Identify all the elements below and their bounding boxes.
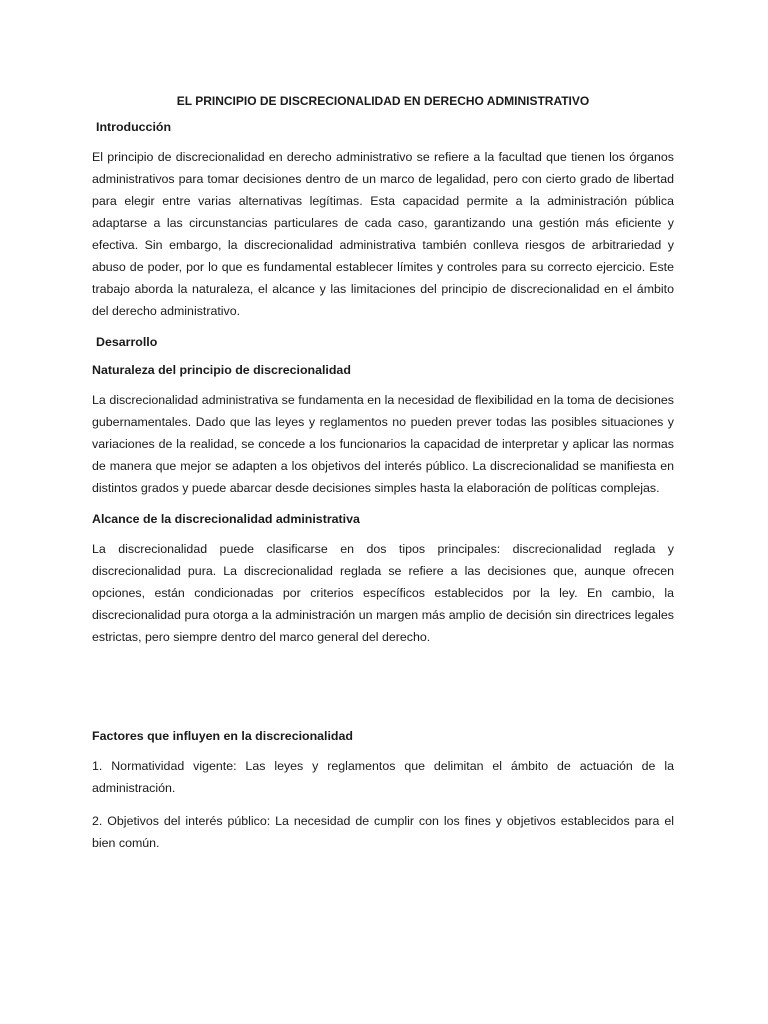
document-body bbox=[92, 93, 674, 865]
paragraph-naturaleza: La discrecionalidad administrativa se fundamenta en la necesidad de flexibilidad en la toma de decisiones gubernamentales. Dado que las leyes y reglamentos no pueden prever todas las posibles situaciones y variaciones de la realidad, se concede a los funcionarios la capacidad de interpretar y aplicar las normas de manera que mejor se adapten a los objetivos del interés público. La discrecionalidad se manifiesta en distintos grados y puede abarcar desde decisiones simples hasta la elaboración de políticas complejas. bbox=[92, 393, 674, 495]
heading-introduccion: Introducción bbox=[96, 120, 172, 134]
heading-factores: Factores que influyen en la discrecionalidad bbox=[92, 729, 353, 743]
paragraph-alcance: La discrecionalidad puede clasificarse en dos tipos principales: discrecionalidad reglada y discrecionalidad pura. La discrecionalidad reglada se refiere a las decisiones que, aunque ofrecen opciones, están condicionadas por criterios específicos establecidos por la ley. En cambio, la discrecionalidad pura otorga a la administración un margen más amplio de decisión sin directrices legales estrictas, pero siempre dentro del marco general del derecho. bbox=[92, 542, 674, 644]
heading-naturaleza: Naturaleza del principio de discrecionalidad bbox=[92, 363, 351, 377]
list-item-factor-2: 2. Objetivos del interés público: La necesidad de cumplir con los fines y objetivos establecidos para el bien común. bbox=[92, 814, 674, 850]
list-item-factor-1: 1. Normatividad vigente: Las leyes y reglamentos que delimitan el ámbito de actuación de la administración. bbox=[92, 759, 674, 795]
heading-desarrollo: Desarrollo bbox=[96, 335, 158, 349]
document-title: EL PRINCIPIO DE DISCRECIONALIDAD EN DERECHO ADMINISTRATIVO bbox=[176, 94, 590, 108]
heading-alcance: Alcance de la discrecionalidad administrativa bbox=[92, 512, 360, 526]
blank-space bbox=[92, 659, 674, 727]
paragraph-introduccion: El principio de discrecionalidad en derecho administrativo se refiere a la facultad que tienen los órganos administrativos para tomar decisiones dentro de un marco de legalidad, pero con cierto grado de libertad para elegir entre varias alternativas legítimas. Esta capacidad permite a la administración pública adaptarse a las circunstancias particulares de cada caso, garantizando una gestión más eficiente y efectiva. Sin embargo, la discrecionalidad administrativa también conlleva riesgos de arbitrariedad y abuso de poder, por lo que es fundamental establecer límites y controles para su correcto ejercicio. Este trabajo aborda la naturaleza, el alcance y las limitaciones del principio de discrecionalidad en el ámbito del derecho administrativo. bbox=[92, 150, 674, 318]
